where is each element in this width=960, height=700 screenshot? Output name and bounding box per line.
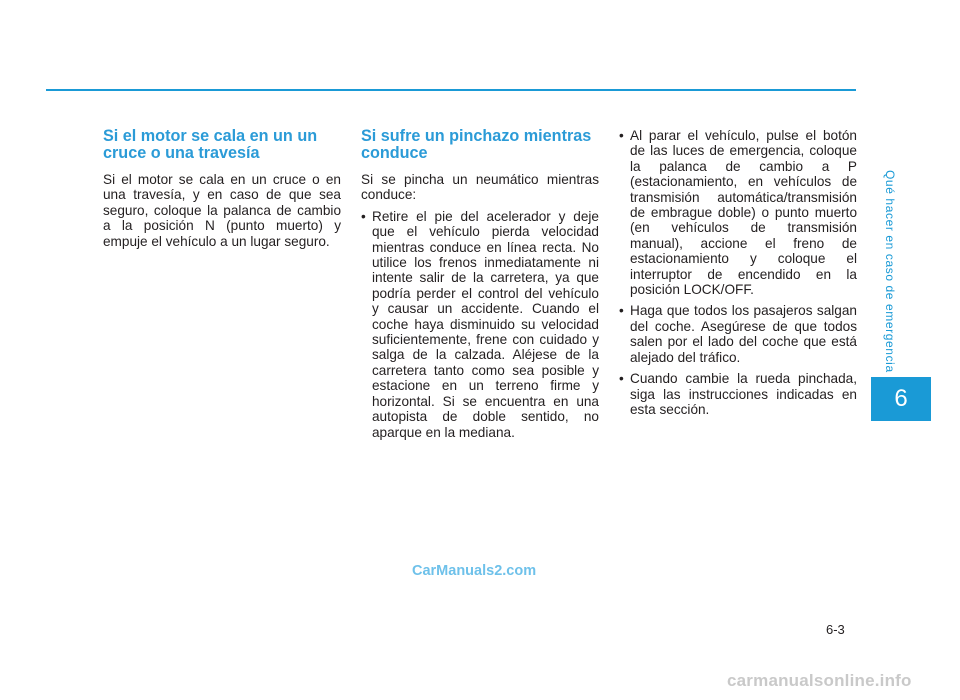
heading-engine-stall: Si el motor se cala en un un cruce o una travesía (103, 127, 318, 162)
list-item: • Retire el pie del acelerador y deje que el vehículo pierda velocidad mientras conduce en línea recta. No utilice los frenos inmediatamente ni intente salir de la carretera, ya que podría perder el control del vehículo y causar un accidente. Cuando el coche haya disminuido su velocidad suficientemente, frene con cuidado y salga de la calzada. Aléjese de la carretera tanto como sea posible y estacione en un terreno firme y horizontal. Si se encuentra en una autopista de doble sentido, no aparque en la mediana. (361, 209, 599, 440)
footer-logo: carmanualsonline.info (727, 671, 912, 690)
column-engine-stall (103, 128, 341, 249)
top-rule (46, 89, 856, 91)
watermark: CarManuals2.com (412, 563, 537, 579)
page-number: 6-3 (826, 622, 845, 637)
paragraph-engine-stall: Si el motor se cala en un cruce o en una travesía, y en caso de que sea seguro, coloque la palanca de cambio a la posición N (punto muerto) y empuje el vehículo a un lugar seguro. (103, 172, 341, 249)
flat-tire-list-continued (619, 128, 857, 417)
column-flat-tire-continued (619, 128, 857, 423)
list-item: • Cuando cambie la rueda pinchada, siga las instrucciones indicadas en esta sección. (619, 371, 857, 417)
heading-flat-tire: Si sufre un pinchazo mientras conduce (361, 127, 592, 162)
chapter-tab[interactable]: 6 (871, 377, 931, 421)
paragraph-flat-tire-intro: Si se pincha un neumático mientras conduce: (361, 172, 599, 203)
section-title-vertical: Qué hacer en caso de emergencia (883, 170, 897, 373)
flat-tire-list (361, 209, 599, 440)
list-item: • Al parar el vehículo, pulse el botón de las luces de emergencia, coloque la palanca de cambio a P (estacionamiento, en vehículos de transmisión automática/transmisión de embrague doble) o punto muerto (en vehículos de transmisión manual), accione el freno de estacionamiento y coloque el interruptor de encendido en la posición LOCK/OFF. (619, 128, 857, 297)
column-flat-tire (361, 128, 599, 446)
list-item: • Haga que todos los pasajeros salgan del coche. Asegúrese de que todos salen por el lado del coche que está alejado del tráfico. (619, 303, 857, 365)
